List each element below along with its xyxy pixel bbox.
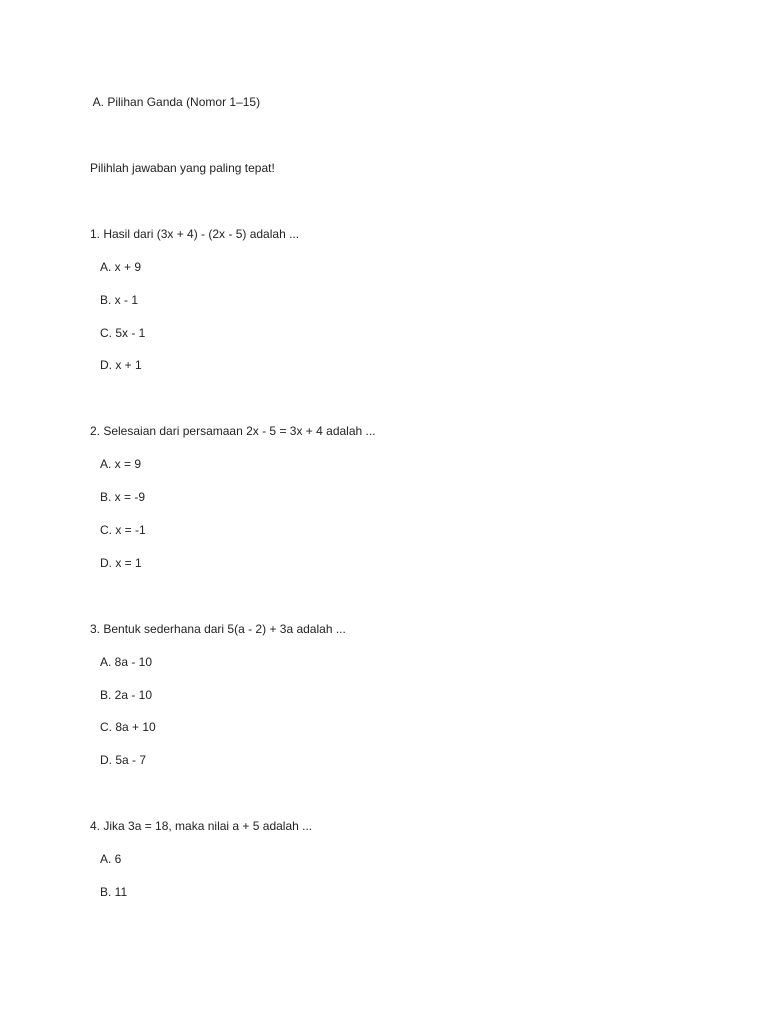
- option-b: B. x - 1: [100, 293, 139, 307]
- option-c: C. 5x - 1: [100, 326, 146, 340]
- question-text: 4. Jika 3a = 18, maka nilai a + 5 adalah ...: [90, 819, 313, 833]
- question-text: 2. Selesaian dari persamaan 2x - 5 = 3x + 4 adalah ...: [90, 424, 376, 438]
- option-b: B. x = -9: [100, 490, 146, 504]
- option-a: A. 6: [100, 852, 122, 866]
- option-c: C. x = -1: [100, 523, 146, 537]
- option-d: D. x + 1: [100, 358, 142, 372]
- option-d: D. 5a - 7: [100, 753, 147, 767]
- instruction-text: Pilihlah jawaban yang paling tepat!: [90, 161, 275, 175]
- option-a: A. x + 9: [100, 260, 142, 274]
- option-a: A. x = 9: [100, 457, 142, 471]
- section-title: A. Pilihan Ganda (Nomor 1–15): [90, 95, 261, 109]
- option-b: B. 11: [100, 885, 128, 899]
- question-text: 3. Bentuk sederhana dari 5(a - 2) + 3a adalah ...: [90, 622, 346, 636]
- option-d: D. x = 1: [100, 556, 142, 570]
- question-text: 1. Hasil dari (3x + 4) - (2x - 5) adalah ...: [90, 227, 300, 241]
- option-b: B. 2a - 10: [100, 688, 153, 702]
- option-c: C. 8a + 10: [100, 720, 156, 734]
- option-a: A. 8a - 10: [100, 655, 153, 669]
